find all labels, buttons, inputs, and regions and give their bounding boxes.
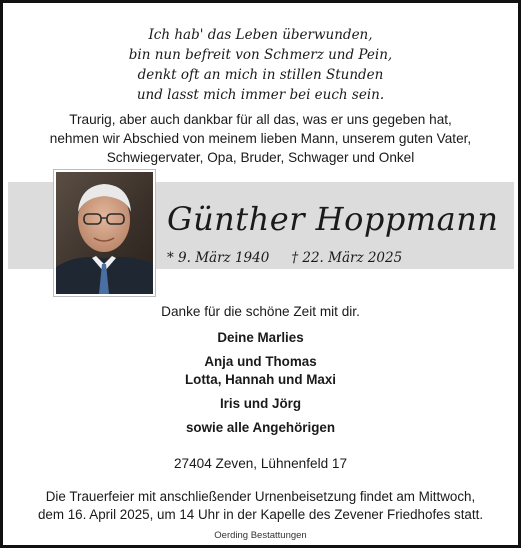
intro-line: Schwiegervater, Opa, Bruder, Schwager und Onkel [106, 150, 415, 165]
thanks-text: Danke für die schöne Zeit mit dir. [161, 304, 360, 319]
family-grandchildren-line: Lotta, Hannah und Maxi [184, 372, 337, 387]
family-others: Iris und Jörg [219, 396, 302, 411]
poem-line: und lasst mich immer bei euch sein. [136, 87, 385, 103]
address: 27404 Zeven, Lühnenfeld 17 [173, 456, 348, 471]
poem-line: denkt oft an mich in stillen Stunden [137, 67, 384, 83]
death-date: † 22. März 2025 [291, 250, 403, 266]
memorial-poem [3, 25, 518, 105]
intro-line: nehmen wir Abschied von meinem lieben Mann, unserem guten Vater, [49, 131, 472, 146]
intro-text [3, 110, 518, 167]
family-children-line: Anja und Thomas [204, 354, 317, 369]
portrait-photo [54, 170, 155, 296]
life-dates [167, 250, 402, 266]
undertaker-credit: Oerding Bestattungen [214, 530, 307, 541]
funeral-line: dem 16. April 2025, um 14 Uhr in der Kapelle des Zevener Friedhofes statt. [37, 507, 484, 522]
poem-line: Ich hab' das Leben überwunden, [148, 27, 373, 43]
funeral-line: Die Trauerfeier mit anschließender Urnenbeisetzung findet am Mittwoch, [45, 489, 476, 504]
family-relatives: sowie alle Angehörigen [185, 420, 336, 435]
family-spouse: Deine Marlies [217, 330, 304, 345]
intro-line: Traurig, aber auch dankbar für all das, was er uns gegeben hat, [69, 112, 452, 127]
funeral-info [3, 488, 518, 524]
family-children [3, 353, 518, 389]
deceased-name: Günther Hoppmann [167, 200, 499, 238]
portrait-photo-image [56, 172, 153, 294]
poem-line: bin nun befreit von Schmerz und Pein, [128, 47, 393, 63]
birth-date: * 9. März 1940 [167, 250, 270, 266]
